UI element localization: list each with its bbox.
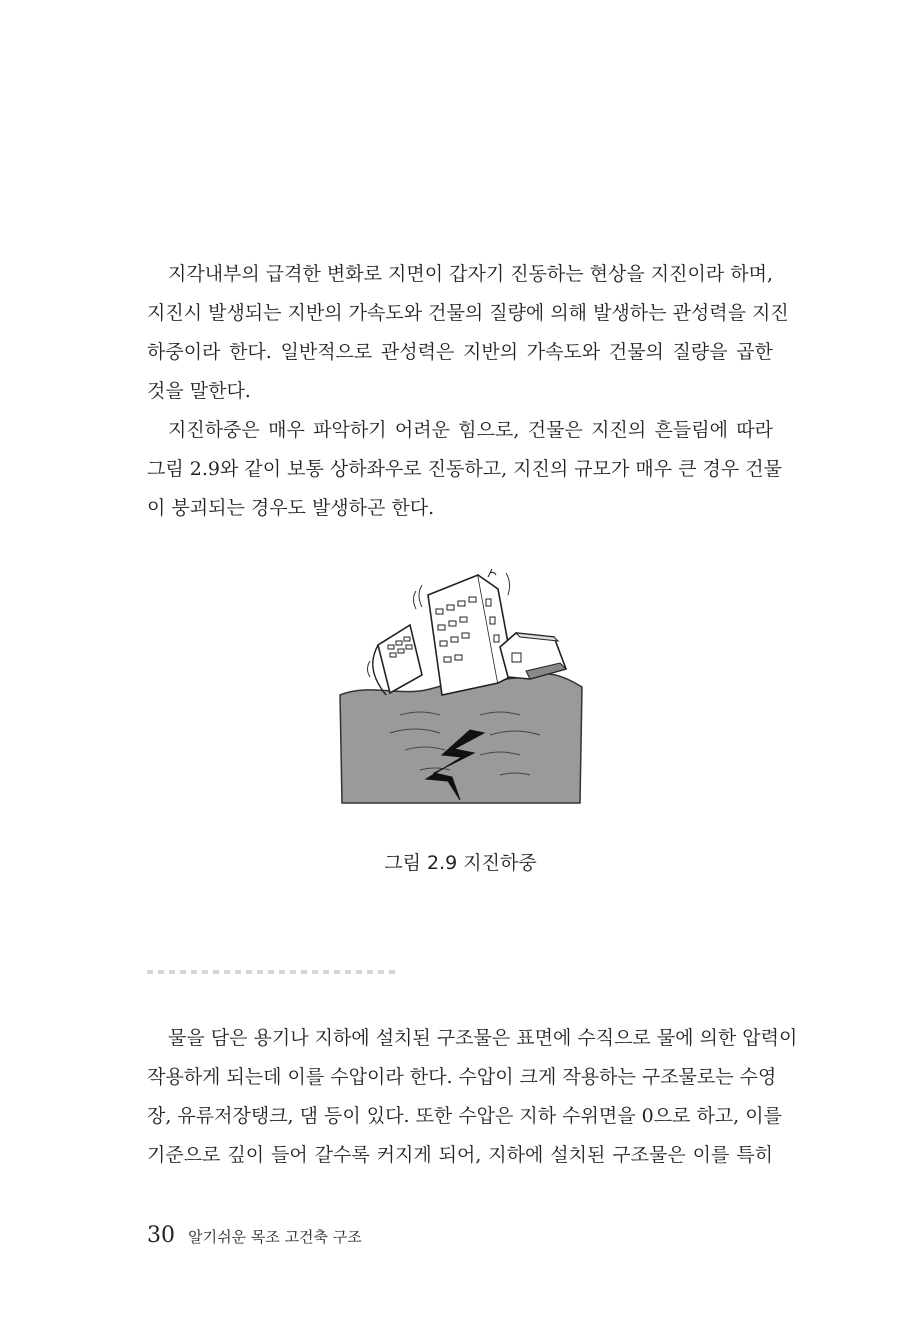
text-line: 지진시 발생되는 지반의 가속도와 건물의 질량에 의해 발생하는 관성력을 지진 (147, 302, 789, 324)
page-footer (147, 1223, 362, 1248)
text-line: 물을 담은 용기나 지하에 설치된 구조물은 표면에 수직으로 물에 의한 압력이 (168, 1027, 798, 1049)
text-line: 하중이라 한다. 일반적으로 관성력은 지반의 가속도와 건물의 질량을 곱한 (147, 341, 773, 363)
text-line: 그림 2.9와 같이 보통 상하좌우로 진동하고, 지진의 규모가 매우 큰 경우 건물 (147, 458, 782, 480)
house-right (500, 633, 566, 679)
text-line: 이 붕괴되는 경우도 발생하곤 한다. (147, 497, 435, 519)
text-line: 지진하중은 매우 파악하기 어려운 힘으로, 건물은 지진의 흔들림에 따라 (168, 419, 773, 441)
earthquake-illustration (330, 565, 590, 815)
small-building-left (373, 625, 422, 695)
paragraph-earthquake-load (147, 411, 782, 528)
tall-building (428, 569, 514, 695)
text-line: 기준으로 깊이 들어 갈수록 커지게 되어, 지하에 설치된 구조물은 이를 특히 (147, 1144, 773, 1166)
text-line: 것을 말한다. (147, 380, 251, 402)
text-line: 지각내부의 급격한 변화로 지면이 갑자기 진동하는 현상을 지진이라 하며, (168, 263, 773, 285)
text-line: 장, 유류저장탱크, 댐 등이 있다. 또한 수압은 지하 수위면을 0으로 하고, 이를 (147, 1105, 782, 1127)
cut-off-heading-remnant (147, 970, 397, 974)
figure-caption: 그림 2.9 지진하중 (384, 852, 537, 874)
paragraph-water-pressure (147, 1019, 798, 1175)
paragraph-earthquake-definition (147, 255, 789, 411)
text-line: 작용하게 되는데 이를 수압이라 한다. 수압이 크게 작용하는 구조물로는 수영 (147, 1066, 777, 1088)
book-title: 알기쉬운 목조 고건축 구조 (188, 1228, 362, 1246)
page-number: 30 (147, 1223, 175, 1248)
